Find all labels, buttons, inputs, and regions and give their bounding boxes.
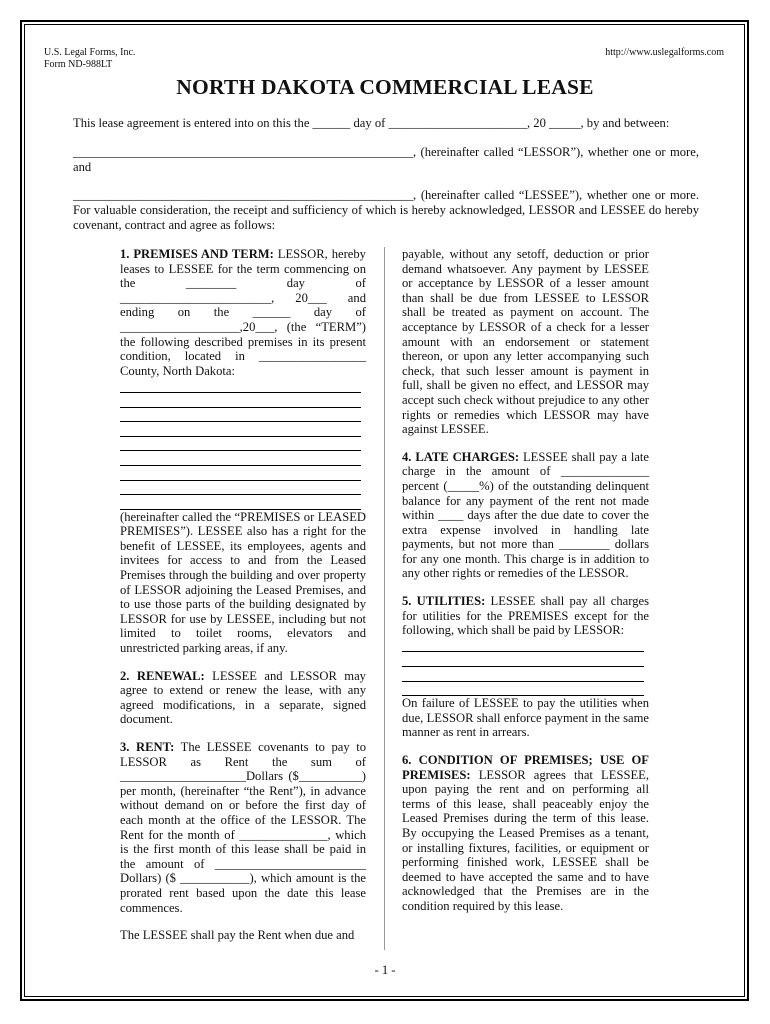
blank-line [120,408,361,423]
form-number: Form ND-988LT [44,59,113,70]
intro-section [73,116,699,233]
document-title: NORTH DAKOTA COMMERCIAL LEASE [176,75,594,99]
header-url: http://www.uslegalforms.com [605,47,724,58]
section-6-heading: 6. CONDITION OF PREMISES; USE OF PREMISES: [402,753,649,782]
intro-paragraph-1: This lease agreement is entered into on this the ______ day of ______________________, 20 _____, by and between: [73,116,670,130]
blank-line [402,652,644,667]
section-6-condition [402,753,649,914]
left-column [120,247,366,956]
section-4-late-charges [402,450,649,581]
section-2-renewal [120,669,366,727]
section-1-continued: (hereinafter called the “PREMISES or LEASED PREMISES”). LESSEE also has a right for the benefit of LESSEE, its employees, agents and invitees for access to and from the Leased Premises through the building and over property of LESSOR adjoining the Leased Premises, and to use those parts of the building designated by LESSOR for use by LESSEE, including but not limited to toilet rooms, elevators and unrestricted parking areas, if any. [120,509,366,656]
blank-line [120,437,361,452]
section-2-text: LESSEE and LESSOR may agree to extend or renew the lease, with any agreed modifications, in a separate, signed document. [120,668,366,727]
blank-line [120,451,361,466]
utilities-blank-lines [402,638,649,696]
section-5-heading: 5. UTILITIES: [402,594,486,609]
header-left [44,47,135,71]
blank-line [120,378,361,393]
section-3-rent [120,740,366,915]
intro-paragraph-2: ______________________________________________________, (hereinafter called “LESSOR”), whether one or more, and [73,145,699,174]
blank-line [120,495,361,510]
section-4-heading: 4. LATE CHARGES: [402,449,520,464]
blank-line [402,667,644,682]
section-5-continued: On failure of LESSEE to pay the utilities when due, LESSOR shall enforce payment in the same manner as rent in arrears. [402,696,649,740]
section-1-text: LESSOR, hereby leases to LESSEE for the term commencing on the ________ day of ________________________, 20___ and ending on the ______ day of ___________________,20___, (the “TERM”) the following described premises in its present condition, located in _________________ County, North Dakota: [120,247,366,378]
blank-line [120,393,361,408]
column-divider [384,247,385,950]
blank-line [120,466,361,481]
section-2-heading: 2. RENEWAL: [120,668,205,683]
section-1-heading: 1. PREMISES AND TERM: [120,247,274,261]
section-3-text: The LESSEE covenants to pay to LESSOR as Rent the sum of ____________________Dollars ($__________) per month, (hereinafter “the Rent”), in advance without demand on or before the first day of each month at the office of the LESSOR. The Rent for the month of ______________, which is the first month of this lease shall be paid in the amount of ________________________ Dollars) ($ ___________), which amount is the prorated rent based upon the date this lease commences. [120,740,367,915]
blank-line [120,422,361,437]
intro-paragraph-3: ______________________________________________________, (hereinafter called “LESSEE”), whether one or more. For valuable consideration, the receipt and sufficiency of which is hereby acknowledged, LESSOR and LESSEE do hereby covenant, contract and agree as follows: [73,188,699,232]
premises-description-lines [120,378,366,509]
blank-line [402,682,644,697]
blank-line [120,481,361,496]
blank-line [402,638,644,653]
page-number: - 1 - [374,963,396,977]
section-3-continued-start: The LESSEE shall pay the Rent when due and [120,928,355,943]
section-6-text: LESSOR agrees that LESSEE, upon paying the rent and on performing all terms of this lease, shall peaceably enjoy the Leased Premises during the term of this lease. By occupying the Leased Premises as a tenant, or installing fixtures, facilities, or equipment or performing finished work, LESSEE shall be deemed to have accepted the same and to have acknowledged that the Premises are in the condition required by this lease. [402,767,649,913]
section-3-continued: payable, without any setoff, deduction or prior demand whatsoever. Any payment by LESSEE or acceptance by LESSOR of a lesser amount than shall be due from LESSEE to LESSOR shall be treated as payment on account. The acceptance by LESSOR of a check for a lesser amount with an endorsement or statement thereon, or upon any letter accompanying such check, that such lesser amount is payment in full, shall be given no effect, and LESSOR may accept such check without prejudice to any other rights or remedies which LESSOR may have against LESSEE. [402,247,649,437]
right-column [402,247,649,927]
section-1-premises [120,247,366,378]
section-5-text: LESSEE shall pay all charges for utilities for the PREMISES except for the following, which shall be paid by LESSOR: [402,594,649,638]
company-name: U.S. Legal Forms, Inc. [44,47,136,58]
section-5-utilities [402,594,649,638]
section-4-text: LESSEE shall pay a late charge in the amount of ______________ percent (_____%) of the outstanding delinquent balance for any payment of the rent not made within ____ days after the due date to cover the extra expense involved in handling late payments, but not more than ________ dollars for any one month. This charge is in addition to any other rights or remedies of the LESSOR. [402,449,650,581]
section-3-heading: 3. RENT: [120,740,175,754]
